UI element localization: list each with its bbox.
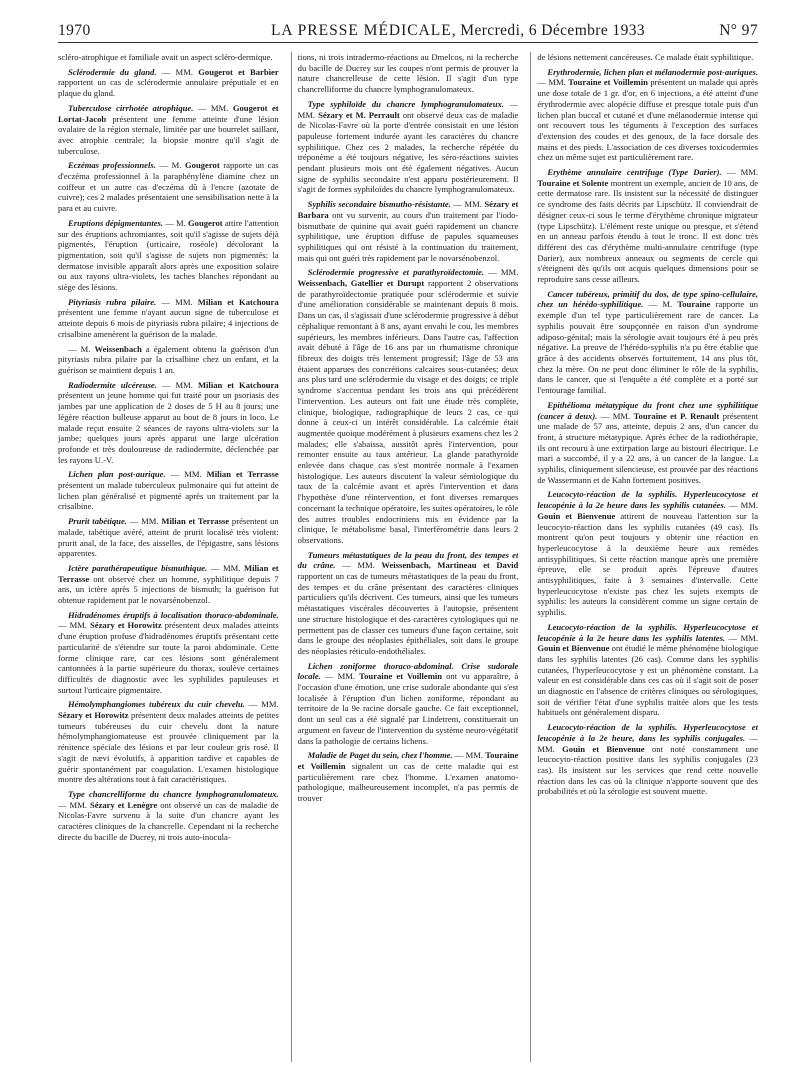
author-names: Touraine et Voillemin	[297, 750, 519, 771]
author-names: Gougerot	[187, 217, 223, 228]
issue-number: N° 97	[719, 22, 758, 39]
abstract-title: Leucocyto-réaction de la syphilis. Hyperleucocytose et leucopénie à la 2e heure dans les syphilis cutanées.	[537, 489, 759, 511]
author-names: Weissenbach, Gatellier et Durupt	[297, 278, 425, 289]
author-names: Gougerot et Barbier	[198, 66, 279, 77]
separator-text: — MM.	[335, 560, 382, 571]
separator-text: — MM.	[193, 102, 233, 113]
author-names: Sézary et Lenègre	[89, 799, 158, 810]
abstract-text: présentent deux malades atteints de petites tumeurs tubéreuses du cuir chevelu dont la nature hémolymphangiomateuse est prouvée cliniquement par la rénitence spéciale des lésions et par leur couleur gris rosé. Il s'agit de nævi évolutifs, à apparition tardive et capables de guérir spontanément par coagulation. L'examen histologique montre des altérations tout à fait caractéristiques.	[58, 710, 279, 785]
abstract-paragraph	[58, 297, 279, 340]
separator-text: — MM.	[537, 77, 569, 88]
abstract-text: ont vu apparaître, à l'occasion d'une émotion, une crise sudorale abondante qui s'est localisée à l'éruption d'un lichen zoniforme, répondant au territoire de la 9e racine dorsale gauche. Ce fait exceptionnel, dont un seul cas a été signalé par Lindetrem, constituerait un argument en faveur de l'intervention du système neuro-végétatif dans la pathologie de certains lichens.	[297, 671, 519, 746]
abstract-title: Ictère parathérapeutique bismuthique.	[68, 562, 208, 573]
abstract-paragraph	[58, 52, 279, 63]
abstract-text: tions, ni trois intradermo-réactions au Dmelcos, ni la recherche du bacille de Ducrey sur les coupes n'ont permis de prouver la nature chancrelleuse de cette lésion. Il s'agit d'un type chancrelliforme du chancre lymphogranulomateux.	[297, 52, 519, 95]
abstract-paragraph	[58, 610, 279, 696]
abstract-text: signalent un cas de cette maladie qui est particulièrement rare chez l'homme. L'examen anatomo-pathologique, malheureusement incomplet, n'a pas permis de trouver	[297, 761, 519, 804]
abstract-paragraph	[298, 550, 519, 657]
abstract-text: sclérо-atrophique et familiale avait un aspect scléro-dermique.	[58, 52, 273, 62]
abstract-text: rapporte un exemple d'un tel type particulièrement rare de cancer. La syphilis pouvait être soupçonnée en raison d'un syndrome adiposo-génital; mais la sérologie avait toujours été à peu près négative. La preuve de l'hérédo-syphilis n'a pu être établie que grâce à des accidents observés fortuitement, 14 ans plus tôt, chez la mère. On ne peut donc éliminer le rôle de la syphilis, dans le cancer, que si l'enquête a été complète et a porté sur l'entourage familial.	[537, 299, 759, 396]
abstract-paragraph	[298, 750, 519, 804]
separator-text: — MM.	[156, 66, 199, 77]
abstract-title: Hémolymphangiomes tubéreux du cuir chevelu.	[68, 699, 245, 710]
separator-text: — MM.	[244, 699, 279, 710]
abstract-title: Erythrodermie, lichen plan et mélanodermie post-auriques.	[547, 66, 759, 77]
abstract-title: Lichen plan post-aurique.	[68, 469, 166, 480]
abstract-title: Epithélioma métatypique du front chez une syphilitique (cancer à deux).	[537, 399, 759, 421]
author-names: Sézary et Barbara	[297, 199, 519, 220]
abstract-text: ont observé un cas de maladie de Nicolas-Favre survenu à la suite d'un chancre ayant les caractères cliniques de la chancrelle. Cependant ni la recherche directe du bacille de Ducrey, ni trois auto-inocula-	[58, 799, 279, 842]
abstract-title: Leucocyto-réaction de la syphilis. Hyperleucocytose et leucopénie à la 2e heure dans les syphilis latentes.	[537, 621, 759, 643]
abstract-text: rapportent un cas de sclérodermie annulaire préputiale et en plaque du gland.	[58, 77, 279, 99]
author-names: Sézary et M. Perrault	[318, 109, 400, 120]
separator-text: — MM.	[58, 620, 91, 631]
separator-text: — MM.	[297, 98, 519, 120]
abstract-title: Prurit tabétique.	[68, 516, 127, 527]
abstract-paragraph	[298, 267, 519, 545]
author-names: Weissenbach, Martineau et David	[381, 560, 519, 571]
abstract-paragraph	[537, 722, 758, 797]
abstract-paragraph	[537, 489, 758, 617]
author-names: Touraine et Voillemin	[359, 671, 443, 682]
abstract-title: Sclérodermie progressive et parathyroïdectomie.	[307, 267, 485, 278]
abstract-title: Hidradénomes éruptifs à localisation thoraco-abdominale.	[68, 609, 279, 620]
author-names: Milian et Katchoura	[197, 296, 279, 307]
abstract-title: Sclérodermie du gland.	[68, 66, 157, 77]
separator-text: — MM.	[156, 379, 198, 390]
abstract-title: Tuberculose cirrhotée atrophique.	[68, 102, 194, 113]
column-3	[530, 52, 758, 1062]
author-names: Gouin et Bienvenue	[537, 643, 610, 654]
separator-text: — M.	[155, 160, 185, 171]
author-names: Touraine et P. Renault	[633, 410, 720, 421]
abstract-title: Lichen zoniforme thoraco-abdominal. Crise sudorale locale.	[297, 660, 519, 682]
abstract-paragraph	[298, 199, 519, 263]
abstract-title: Type chancrelliforme du chancre lymphogranulomateux.	[68, 789, 279, 799]
abstract-paragraph	[58, 516, 279, 559]
page-number: 1970	[58, 22, 91, 39]
abstract-paragraph	[537, 67, 758, 163]
separator-text: — MM.	[58, 799, 90, 810]
abstract-text: présentent une femme n'ayant aucun signe de tuberculose et atteinte depuis 6 mois de pityriasis rubra pilaire; 4 injections de crisalbine amenèrent la guérison de la malade.	[58, 307, 279, 339]
separator-text: — MM.	[721, 167, 759, 178]
author-names: Milian et Terrasse	[58, 562, 279, 584]
separator-text: — MM.	[725, 500, 759, 511]
abstract-paragraph	[298, 661, 519, 747]
separator-text: — MM.	[484, 267, 519, 278]
author-names: Sézary et Horowitz	[90, 620, 162, 631]
abstract-paragraph	[298, 99, 519, 195]
abstract-paragraph	[537, 167, 758, 285]
abstract-text: présentent un malade qui après une dose totale de 1 gr. d'or, en 6 injections, a été atteint d'une érythrodermie avec alopécie diffuse et presque totale puis d'un lichen plan buccal et cutané et d'une mélanodermie intense qui ont recouvert tous les téguments à l'exception des surfaces d'extension des coudes et des genoux, de la face dorsale des mains et des pieds. L'association de ces diverses toxicodermies chez un même sujet est particulièrement rare.	[537, 77, 759, 163]
separator-text: — MM.	[450, 199, 485, 210]
author-names: Touraine et Solente	[537, 177, 609, 188]
abstract-text: présentent un malade, tabétique avéré, atteint de prurit localisé très violent: prurit anal, de la face, des aisselles, de l'épigastre, sans lésions apparentes.	[58, 516, 279, 559]
abstract-title: Tumeurs métastatiques de la peau du front, des tempes et du crâne.	[297, 549, 519, 571]
journal-masthead	[248, 22, 668, 40]
abstract-title: Type syphiloïde du chancre lymphogranulomateux.	[307, 98, 504, 109]
author-names: Milian et Terrasse	[206, 469, 279, 480]
abstract-text: attirent de nouveau l'attention sur la leucocyto-réaction dans les syphilis cutanées (49 cas). Ils montrent qu'on peut toujours y obtenir une réaction en hyperleucocytose à la deuxième heure aux remèdes antisyphilitiques. Si cette réaction manque après une première épreuve, elle se produit après l'épreuve d'autres antisyphilitiques, faite à 3 semaines d'intervalle. Cette hyperleucocytose n'existe pas chez les sujets exempts de syphilis: les auteurs la considèrent comme un signe certain de syphilis.	[537, 510, 759, 618]
author-names: Gougerot	[185, 160, 220, 171]
abstract-text: rapportent 2 observations de parathyroïdectomie pratiquée pour sclérodermie et suivie d'une amélioration considérable se maintenant depuis 8 mois. Dans un cas, il s'agissait d'une sclérodermie progressive à début céphalique remontant à 8 ans, ayant envahi le cou, les membres supérieurs, les membres inférieurs. Dans l'autre cas, l'affection avait débuté à l'âge de 16 ans par un rhumatisme chronique fibreux des doigts très lentement progressif; l'âge de 53 ans étaient apparues des concrétions calcaires sous-cutanées; deux ans plus tard une sclérodermie du visage et des doigts; ce triple syndrome s'accentua pendant les trois ans qui précédèrent l'intervention. Les auteurs ont fait une étude très complète, clinique, biologique, radiographique de leurs 2 cas, ce qui donne à ceux-ci un intérêt considérable. La calcémie était augmentée quoique modérément à plusieurs examens chez les 2 malades; elle s'abaissa, aussitôt après l'intervention, pour remonter ensuite au taux antérieur. La glande parathyroïde enlevée dans chaque cas s'est montrée normale à l'examen histologique. Les auteurs discutent la valeur sémiologique du taux de la calcémie avant et après l'intervention et dans l'hypothèse d'une réintervention, et font diverses remarques concernant la technique opératoire, les suites opératoires, le rôle des autres troubles endocriniens mis en évidence par la clinique, le métabolisme basal, l'interférométrie dans leurs 2 observations.	[297, 278, 519, 545]
abstract-text: a également obtenu la guérison d'un pityriasis rubra pilaire par la crisalbine chez un enfant, et la guérison se maintient depuis 1 an.	[58, 343, 279, 375]
abstract-text: présentent une femme atteinte d'une lésion ovalaire de la région sternale, limitée par une bourrelet saillant, avec atrophie centrale; la biopsie montre qu'il s'agit de tuberculose.	[58, 113, 279, 156]
abstract-title: Pityriasis rubra pilaire.	[68, 296, 157, 307]
abstract-paragraph	[537, 622, 758, 718]
separator-text: — MM.	[156, 296, 198, 307]
author-names: Touraine	[677, 299, 711, 310]
separator-text: — MM.	[207, 562, 245, 573]
abstract-text: ont observé deux cas de maladie de Nicolas-Favre où la porte d'entrée consistait en une lésion papuleuse fortement indurée ayant les caractères du chancre syphilitique. Chez ces 2 malades, la recherche répétée du tréponème a été toujours négative, les séro-réactions suivies pendant plusieurs mois ont été également négatives. Aucun signe de syphilis secondaire n'est apparu postérieurement. Il s'agit de formes syphiloïdes du chancre lymphogranulomateux.	[297, 109, 519, 195]
abstract-paragraph	[58, 67, 279, 99]
abstract-title: Maladie de Paget du sein, chez l'homme.	[307, 750, 453, 761]
abstract-text: rapporte un cas d'eczéma professionnel à la paraphénylène diamine chez un coiffeur et un autre cas d'eczéma dû à l'encre (azotate de cuivre); ces 2 malades présentaient une sensibilisation nette à la para et au cuivre.	[58, 160, 279, 214]
separator-text: — MM.	[452, 750, 486, 761]
abstract-text: ont noté constamment une leucocyto-réaction positive dans les syphilis conjugales (23 cas). Ils insistent sur les services que rend cette nouvelle réaction dans les cas où la clinique n'apporte souvent que des probabilités et où la sérologie est souvent muette.	[537, 743, 759, 797]
abstract-title: Eczémas professionnels.	[68, 160, 156, 171]
abstract-paragraph	[58, 563, 279, 606]
journal-title: LA PRESSE MÉDICALE	[270, 22, 452, 39]
abstract-text: présentent un jeune homme qui fut traité pour un psoriasis des jambes par une application de 2 doses de 5 H au 8 jours; une légère réaction bulleuse apparut au bout de 8 jours in loco. Le malade reçut ensuite 2 séances de rayons ultra-violets sur la jambe; quelques jours après apparut une large ulcération profonde et très douloureuse de radiodermite, déclenchée par les rayons U.-V.	[58, 390, 279, 465]
separator-text: — M.	[68, 343, 95, 354]
abstract-paragraph	[537, 52, 758, 63]
abstract-title: Eruptions dépigmentantes.	[68, 217, 164, 228]
abstract-title: Cancer tubéreux, primitif du dos, de type spino-cellulaire, chez un hérédo-syphilitique.	[537, 288, 759, 310]
separator-text: — M.	[163, 217, 188, 228]
abstract-text: montrent un exemple, ancien de 10 ans, de cette dermatose rare. Ils insistent sur la nécessité de distinguer ce syndrome des faits décrits par Lipschütz. Il conviendrait de désigner ceux-ci sous le terme d'érythème chronique migrateur (type Lipschütz). L'élément reste unique ou presque, et s'étend en un anneau parfois étendu à tout le tronc. Il est donc très différent des cas d'érythème multi-annulaire centrifuge (type Darier), aux nombreux anneaux ou segments de cercle qui s'éteignent dès qu'ils ont acquis quelques dimensions pour se reproduire sans cesse ailleurs.	[537, 177, 759, 285]
page-header	[58, 16, 758, 40]
author-names: Milian et Katchoura	[197, 379, 279, 390]
column-2	[291, 52, 519, 1062]
author-names: Touraine et Voillemin	[568, 77, 648, 88]
abstract-title: Radiodermite ulcéreuse.	[68, 379, 157, 390]
author-names: Gouin et Bienvenue	[537, 510, 616, 521]
abstract-paragraph	[537, 400, 758, 486]
author-names: Gougerot et Lortat-Jacob	[58, 102, 279, 124]
author-names: Gouin et Bienvenue	[562, 743, 645, 754]
separator-text: — M.	[643, 299, 678, 310]
article-columns	[58, 52, 758, 1062]
column-1	[58, 52, 279, 1062]
separator-text: — MM.	[320, 671, 360, 682]
issue-date: , Mercredi, 6 Décembre 1933	[451, 22, 646, 39]
abstract-text: rapportent un cas de tumeurs métastatiques de la peau du front, des tempes et du crâne présentant des caractères cliniques particuliers qu'ils décrivent. Ces tumeurs, ainsi que les tumeurs métastatiques viscérales découvertes à l'autopsie, présentent une structure histologique et des caractères cytologiques qui ne permettent pas de classer ces tumeurs d'une façon certaine, soit dans le groupe des néoplasies épithéliales, soit dans le groupe des néoplasies réticulo-endothéliales.	[297, 571, 519, 656]
abstract-text: attire l'attention sur des éruptions achromiantes, soit qu'il s'agisse de sujets déjà pigmentés, l'éruption (urticaire, roséole) décolorant la pigmentation, soit qu'il s'agisse de sujets non pigmentés: la dermatose invisible apparaît alors après une exposition solaire ou aux rayons ultra-violets, les taches blanches répondant au siège des lésions.	[58, 217, 279, 293]
abstract-paragraph	[298, 52, 519, 95]
abstract-text: ont observé chez un homme, syphilitique depuis 7 ans, un ictère après 5 injections de bismuth; la guérison fut obtenue rapidement par le novarsénobenzol.	[58, 573, 279, 606]
header-rule	[58, 42, 758, 43]
abstract-text: présentent deux malades atteints d'une éruption profuse d'hidradénomes éruptifs présentant cette particularité de s'étendre sur toute la paroi abdominale. Cette forme clinique rare, car ces lésions sont généralement cantonnées à la partie supérieure du thorax, soulève certaines difficultés de diagnostic avec les syphilides papuleuses et surtout l'urticaire pigmentaire.	[58, 620, 279, 695]
author-names: Weissenbach	[94, 343, 142, 354]
abstract-paragraph	[58, 218, 279, 293]
author-names: Sézary et Horowitz	[58, 710, 129, 721]
abstract-paragraph	[58, 469, 279, 512]
abstract-text: ont vu survenir, au cours d'un traitement par l'iodo-bismuthate de quinine qui avait guéri rapidement un chancre syphilitique, une éruption diffuse de papules squameuses syphilitiques qui ont résisté à la continuation du traitement, mais qui ont guéri très rapidement par le novarsénobenzol.	[297, 209, 519, 263]
abstract-title: Syphilis secondaire bismutho-résistante.	[307, 199, 451, 210]
abstract-paragraph	[58, 344, 279, 376]
abstract-text: de lésions nettement cancéreuses. Ce malade était syphilitique.	[537, 52, 754, 62]
separator-text: — MM.	[537, 732, 759, 754]
abstract-paragraph	[58, 160, 279, 214]
abstract-paragraph	[58, 699, 279, 785]
abstract-paragraph	[58, 380, 279, 466]
separator-text: — MM.	[597, 410, 634, 421]
abstract-paragraph	[58, 789, 279, 843]
separator-text: — MM.	[165, 469, 207, 480]
abstract-text: présentent une malade de 57 ans, atteinte, depuis 2 ans, d'un cancer du front, à structure métatypique. Après échec de la radiothérapie, ils ont recouru à une extirpation large au bistouri électrique. Le mari a succombé, il y a 22 ans, à un cancer de la langue. La syphilis, cliniquement silencieuse, est prouvée par des réactions de Wassermann et de Kahn fortement positives.	[537, 410, 759, 485]
separator-text: — MM.	[126, 516, 162, 527]
abstract-text: présentent un malade tuberculeux pulmonaire qui fut atteint de lichen plan généralisé et pigmenté après un traitement par la crisalbine.	[58, 480, 279, 512]
author-names: Milian et Terrasse	[161, 516, 230, 527]
abstract-paragraph	[537, 289, 758, 396]
abstract-title: Erythème annulaire centrifuge (Type Darier).	[547, 167, 722, 178]
abstract-paragraph	[58, 103, 279, 157]
abstract-title: Leucocyto-réaction de la syphilis. Hyperleucocytose et leucopénie à la 2e heure, dans les syphilis conjugales.	[537, 722, 759, 743]
separator-text: — MM.	[725, 632, 759, 643]
abstract-text: ont étudié le même phénomène biologique dans les syphilis latentes (26 cas). Comme dans les syphilis cutanées, l'hyperleucocytose y est un phénomène constant. La valeur en est considérable dans ces cas où il s'agit soit de poser un diagnostic en l'absence de critères cliniques ou sérologiques, soit de vérifier l'état d'une syphilis traitée alors que les tests habituels ont généralement disparu.	[537, 643, 759, 718]
